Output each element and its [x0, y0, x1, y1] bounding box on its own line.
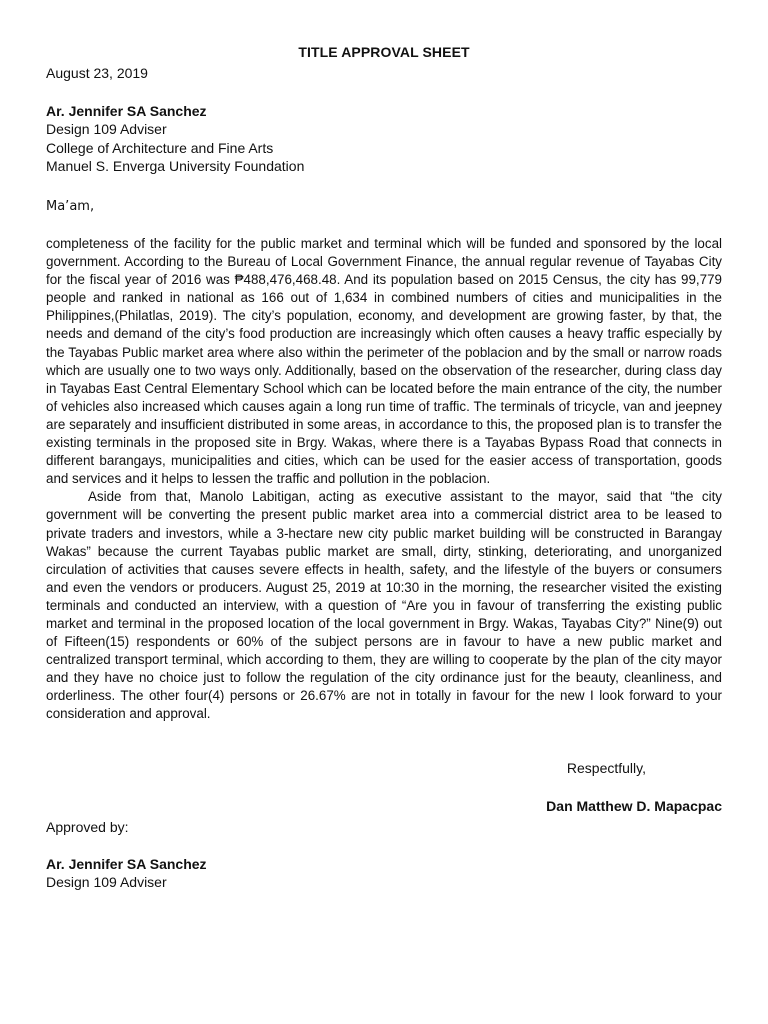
approved-by-label: Approved by: [46, 819, 129, 835]
sender-name: Dan Matthew D. Mapacpac [546, 798, 722, 814]
letter-body [46, 235, 722, 724]
recipient-university: Manuel S. Enverga University Foundation [46, 158, 305, 174]
closing: Respectfully, [566, 760, 646, 776]
letter-date: August 23, 2019 [46, 65, 148, 81]
approver-name: Ar. Jennifer SA Sanchez [46, 856, 207, 872]
body-paragraph-1: completeness of the facility for the public market and terminal which will be funded and sponsored by the local government. According to the Bureau of Local Government Finance, the annual regular revenue of Tayabas City for the fiscal year of 2016 was ₱488,476,468.48. And its population based on 2015 Census, the city has 99,779 people and ranked in national as 166 out of 1,634 in combined numbers of cities and municipalities in the Philippines,(Philatlas, 2019). The city’s population, economy, and development are growing faster, by that, the needs and demand of the city’s food production are increasingly which often causes a heavy traffic especially by the Tayabas Public market area where also within the perimeter of the poblacion and by the small or narrow roads which are usually one to two ways only. Additionally, based on the observation of the researcher, during class day in Tayabas East Central Elementary School which can be located before the main entrance of the city, the number of vehicles also increased which causes again a long run time of traffic. The terminals of tricycle, van and jeepney are separately and insufficient distributed in some areas, in accordance to this, the proposed plan is to transfer the existing terminals in the proposed site in Brgy. Wakas, where there is a Tayabas Bypass Road that connects in different barangays, municipalities and cities, which can be used for the easier access of transportation, goods and services and it helps to lessen the traffic and pollution in the poblacion. [46, 236, 722, 487]
recipient-position: Design 109 Adviser [46, 121, 167, 137]
body-paragraph-2: Aside from that, Manolo Labitigan, acting as executive assistant to the mayor, said that “the city government will be converting the present public market area into a commercial district area to be leased to private traders and investors, while a 3-hectare new city public market building will be constructed in Barangay Wakas” because the current Tayabas public market are small, dirty, stinking, deteriorating, and unorganized circulation of activities that causes severe effects in health, safety, and the lifestyle of the buyers or consumers and even the vendors or producers. August 25, 2019 at 10:30 in the morning, the researcher visited the existing terminals and conducted an interview, with a question of “Are you in favour of transferring the existing public market and terminal in the proposed location of the local government in Brgy. Wakas, Tayabas City?” Nine(9) out of Fifteen(15) respondents or 60% of the subject persons are in favour to have a new public market and centralized transport terminal, which according to them, they are willing to cooperate by the plan of the city mayor and they have no choice just to follow the regulation of the city ordinance just for the beauty, cleanliness, and orderliness. The other four(4) persons or 26.67% are not in totally in favour for the new I look forward to your consideration and approval. [46, 489, 722, 722]
recipient-college: College of Architecture and Fine Arts [46, 140, 274, 156]
recipient-name: Ar. Jennifer SA Sanchez [46, 103, 207, 119]
approver-position: Design 109 Adviser [46, 874, 167, 890]
document-title: TITLE APPROVAL SHEET [298, 44, 470, 60]
salutation: Ma’am, [46, 199, 95, 214]
